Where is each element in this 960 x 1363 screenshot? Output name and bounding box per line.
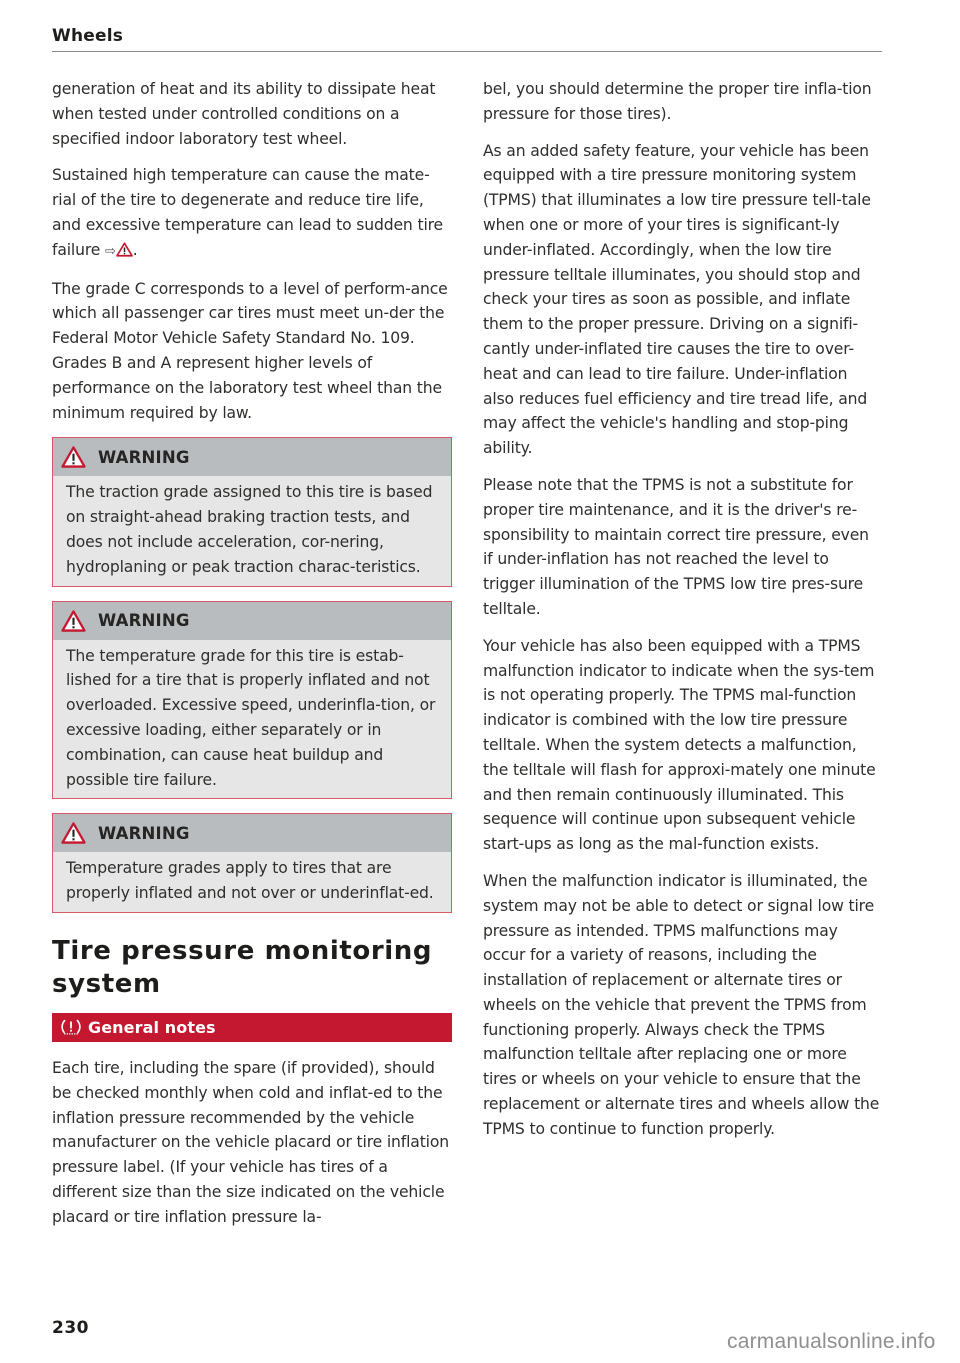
subsection-header [52, 1013, 452, 1042]
warning-box [52, 813, 452, 913]
warning-label: WARNING [98, 611, 190, 631]
paragraph: Please note that the TPMS is not a substitute for proper tire maintenance, and it is the driver's re-sponsibility to maintain correct tire pressure, even if under-inflation has not reached the level to trigger illumination of the TPMS low tire pres-sure telltale. [483, 475, 869, 618]
paragraph: When the malfunction indicator is illuminated, the system may not be able to detect or signal low tire pressure as intended. TPMS malfunctions may occur for a variety of reasons, including the installation of replacement or alternate tires or wheels on the vehicle that prevent the TPMS from functioning properly. Always check the TPMS malfunction telltale after replacing one or more tires or wheels on your vehicle to ensure that the replacement or alternate tires and wheels allow the TPMS to continue to function properly. [483, 871, 880, 1138]
warning-triangle-icon [61, 610, 86, 632]
warning-header [53, 438, 451, 476]
paragraph: Your vehicle has also been equipped with a TPMS malfunction indicator to indicate when the sys-tem is not operating properly. The TPMS mal-function indicator is combined with the low tire pressure telltale. When the system detects a malfunction, the telltale will flash for approxi-mately one minute and then remain continuously illuminated. This sequence will continue upon subsequent vehicle start-ups as long as the mal-function exists. [483, 636, 876, 854]
paragraph: The grade C corresponds to a level of perform-ance which all passenger car tires must meet un-der the Federal Motor Vehicle Safety Standard No. 109. Grades B and A represent higher levels of performance on the laboratory test wheel than the minimum required by law. [52, 279, 448, 422]
right-column [483, 77, 883, 1154]
warning-box [52, 437, 452, 586]
warning-text: Temperature grades apply to tires that are properly inflated and not over or underinflat-ed. [66, 859, 434, 903]
paragraph-text: Sustained high temperature can cause the mate-rial of the tire to degenerate and reduce tire life, and excessive temperature can lead to sudden tire failure [52, 166, 443, 259]
page-number: 230 [52, 1318, 89, 1338]
watermark: carmanualsonline.info [727, 1330, 936, 1353]
crossref-suffix: . [132, 240, 138, 259]
section-title: Tire pressure monitoring system [52, 935, 433, 999]
warning-triangle-icon [61, 446, 86, 468]
tire-pressure-icon [60, 1017, 82, 1037]
crossref-arrow-icon[interactable]: ⇨ [105, 243, 116, 259]
page-header [52, 25, 882, 52]
warning-box [52, 601, 452, 800]
warning-header [53, 814, 451, 852]
warning-text: The temperature grade for this tire is estab-lished for a tire that is properly inflated and not overloaded. Excessive speed, underinfla-tion, or excessive loading, either separately or in combination, can cause heat buildup and possible tire failure. [66, 646, 436, 789]
warning-triangle-icon [61, 822, 86, 844]
left-column [52, 77, 452, 1242]
warning-text: The traction grade assigned to this tire is based on straight-ahead braking traction tests, and does not include acceleration, cor-nering, hydroplaning or peak traction charac-teristics. [66, 483, 433, 576]
subsection-label: General notes [88, 1017, 216, 1037]
chapter-title: Wheels [52, 26, 124, 46]
warning-header [53, 602, 451, 640]
paragraph: As an added safety feature, your vehicle has been equipped with a tire pressure monitoring system (TPMS) that illuminates a low tire pressure tell-tale when one or more of your tires is significant-ly under-inflated. Accordingly, when the low tire pressure telltale illuminates, you should stop and check your tires as soon as possible, and inflate them to the proper pressure. Driving on a signifi-cantly under-inflated tire causes the tire to over-heat and can lead to tire failure. Under-inflation also reduces fuel efficiency and tire tread life, and may affect the vehicle's handling and stop-ping ability. [483, 141, 871, 458]
paragraph-with-crossref [52, 163, 452, 264]
warning-triangle-icon[interactable] [116, 242, 133, 257]
warning-label: WARNING [98, 823, 190, 843]
paragraph: Each tire, including the spare (if provided), should be checked monthly when cold and inflat-ed to the inflation pressure recommended by the vehicle manufacturer on the vehicle placard or tire inflation pressure label. (If your vehicle has tires of a different size than the size indicated on the vehicle placard or tire inflation pressure la- [52, 1058, 449, 1226]
paragraph: generation of heat and its ability to dissipate heat when tested under controlled conditions on a specified indoor laboratory test wheel. [52, 80, 436, 148]
warning-label: WARNING [98, 447, 190, 467]
paragraph: bel, you should determine the proper tire infla-tion pressure for those tires). [483, 80, 872, 123]
